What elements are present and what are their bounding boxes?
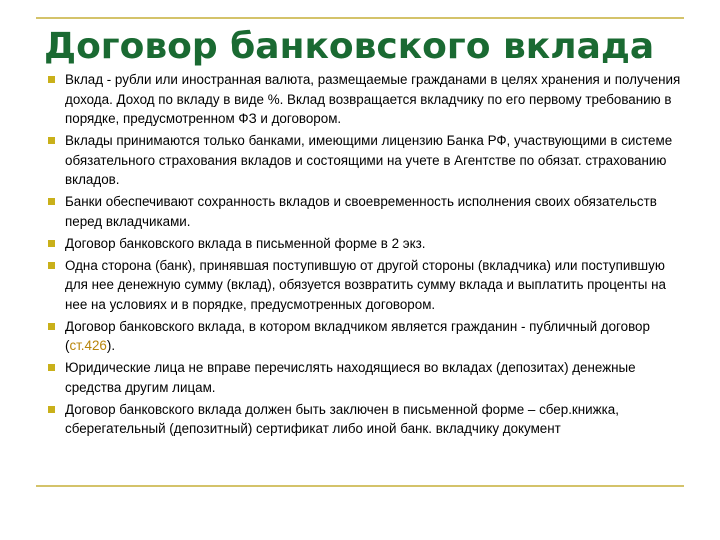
bullet-text-after-link: ).: [106, 338, 116, 353]
bullet-item: [46, 317, 686, 356]
bullet-text: Договор банковского вклада в письменной форме в 2 экз.: [65, 235, 426, 251]
bullet-item: [46, 70, 686, 129]
bullet-square-icon: [48, 323, 55, 330]
bottom-divider: [36, 485, 684, 487]
slide-title: Договор банковского вклада: [44, 26, 655, 67]
bullet-item: [46, 256, 686, 315]
bullet-text: Вклады принимаются только банками, имеющими лицензию Банка РФ, участвующими в системе обязательного страхования вкладов и состоящими на учете в Агентстве по обязат. страхованию вкладов.: [65, 133, 673, 187]
bullet-text: Юридические лица не вправе перечислять находящиеся во вкладах (депозитах) денежные средства другим лицам.: [65, 360, 636, 395]
bullet-item: [46, 234, 686, 254]
bullet-text: Договор банковского вклада должен быть заключен в письменной форме – сбер.книжка, сберегательный (депозитный) сертификат либо иной банк. вкладчику документ: [65, 401, 619, 436]
bullet-square-icon: [48, 262, 55, 269]
bullet-text-before-link: Договор банковского вклада, в котором вкладчиком является гражданин - публичный договор (: [65, 318, 650, 353]
bullet-item: [46, 192, 686, 231]
top-divider: [36, 17, 684, 19]
bullet-text: Вклад - рубли или иностранная валюта, размещаемые гражданами в целях хранения и получения дохода. Доход по вкладу в виде %. Вклад возвращается вкладчику по его первому требованию в порядке, предусмотренном ФЗ и договором.: [65, 72, 681, 126]
bullet-square-icon: [48, 137, 55, 144]
bullet-text: Одна сторона (банк), принявшая поступившую от другой стороны (вкладчика) или поступившую для нее денежную сумму (вклад), обязуется возвратить сумму вклада и выплатить проценты на нее на условиях и в порядке, предусмотренных договором.: [65, 257, 666, 312]
bullet-square-icon: [48, 198, 55, 205]
bullet-item: [46, 131, 686, 190]
bullet-list: [46, 70, 686, 441]
bullet-square-icon: [48, 76, 55, 83]
bullet-item: [46, 400, 686, 439]
bullet-text: Банки обеспечивают сохранность вкладов и своевременность исполнения своих обязательств перед вкладчиками.: [65, 194, 657, 229]
bullet-square-icon: [48, 364, 55, 371]
bullet-square-icon: [48, 240, 55, 247]
bullet-square-icon: [48, 406, 55, 413]
bullet-item: [46, 358, 686, 397]
article-426-link[interactable]: ст.426: [69, 338, 107, 353]
